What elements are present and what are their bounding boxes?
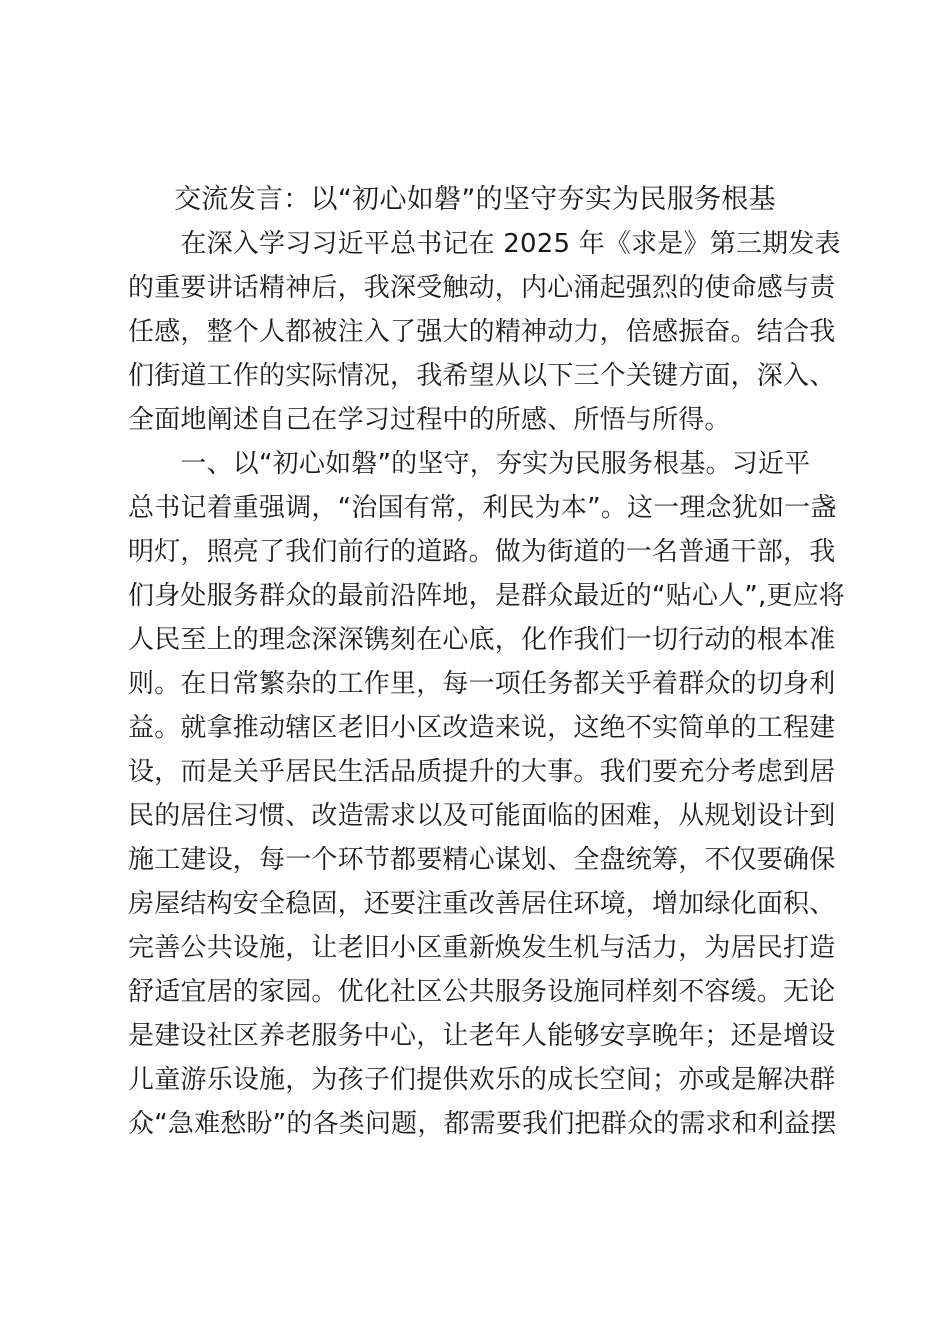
body-line: 房屋结构安全稳固，还要注重改善居住环境，增加绿化面积、 — [128, 889, 836, 919]
body-line: 们身处服务群众的最前沿阵地，是群众最近的“贴心人”,更应将 — [128, 581, 846, 611]
body-line: 明灯，照亮了我们前行的道路。做为街道的一名普通干部，我 — [128, 537, 836, 567]
body-line: 全面地阐述自己在学习过程中的所感、所悟与所得。 — [128, 405, 731, 435]
body-line: 众“急难愁盼”的各类问题，都需要我们把群众的需求和利益摆 — [128, 1109, 837, 1139]
body-line: 们街道工作的实际情况，我希望从以下三个关键方面，深入、 — [128, 361, 836, 391]
body-line: 儿童游乐设施，为孩子们提供欢乐的成长空间；亦或是解决群 — [128, 1065, 836, 1095]
body-line: 施工建设，每一个环节都要精心谋划、全盘统筹，不仅要确保 — [128, 845, 836, 875]
body-line: 完善公共设施，让老旧小区重新焕发生机与活力，为居民打造 — [128, 933, 836, 963]
body-line: 舒适宜居的家园。优化社区公共服务设施同样刻不容缓。无论 — [128, 977, 836, 1007]
body-line: 在深入学习习近平总书记在 2025 年《求是》第三期发表 — [128, 229, 841, 259]
body-line: 人民至上的理念深深镌刻在心底，化作我们一切行动的根本准 — [128, 625, 836, 655]
body-line: 益。就拿推动辖区老旧小区改造来说，这绝不实简单的工程建 — [128, 713, 836, 743]
body-line: 一、以“初心如磐”的坚守，夯实为民服务根基。习近平 — [128, 449, 811, 479]
body-line: 民的居住习惯、改造需求以及可能面临的困难，从规划设计到 — [128, 801, 836, 831]
body-line: 则。在日常繁杂的工作里，每一项任务都关乎着群众的切身利 — [128, 669, 836, 699]
body-line: 是建设社区养老服务中心，让老年人能够安享晚年；还是增设 — [128, 1021, 836, 1051]
document-title: 交流发言：以“初心如磐”的坚守夯实为民服务根基 — [174, 184, 776, 215]
body-line: 设，而是关乎居民生活品质提升的大事。我们要充分考虑到居 — [128, 757, 836, 787]
body-line: 任感，整个人都被注入了强大的精神动力，倍感振奋。结合我 — [128, 317, 836, 347]
body-line: 的重要讲话精神后，我深受触动，内心涌起强烈的使命感与责 — [128, 273, 836, 303]
body-line: 总书记着重强调，“治国有常，利民为本”。这一理念犹如一盏 — [128, 493, 837, 523]
